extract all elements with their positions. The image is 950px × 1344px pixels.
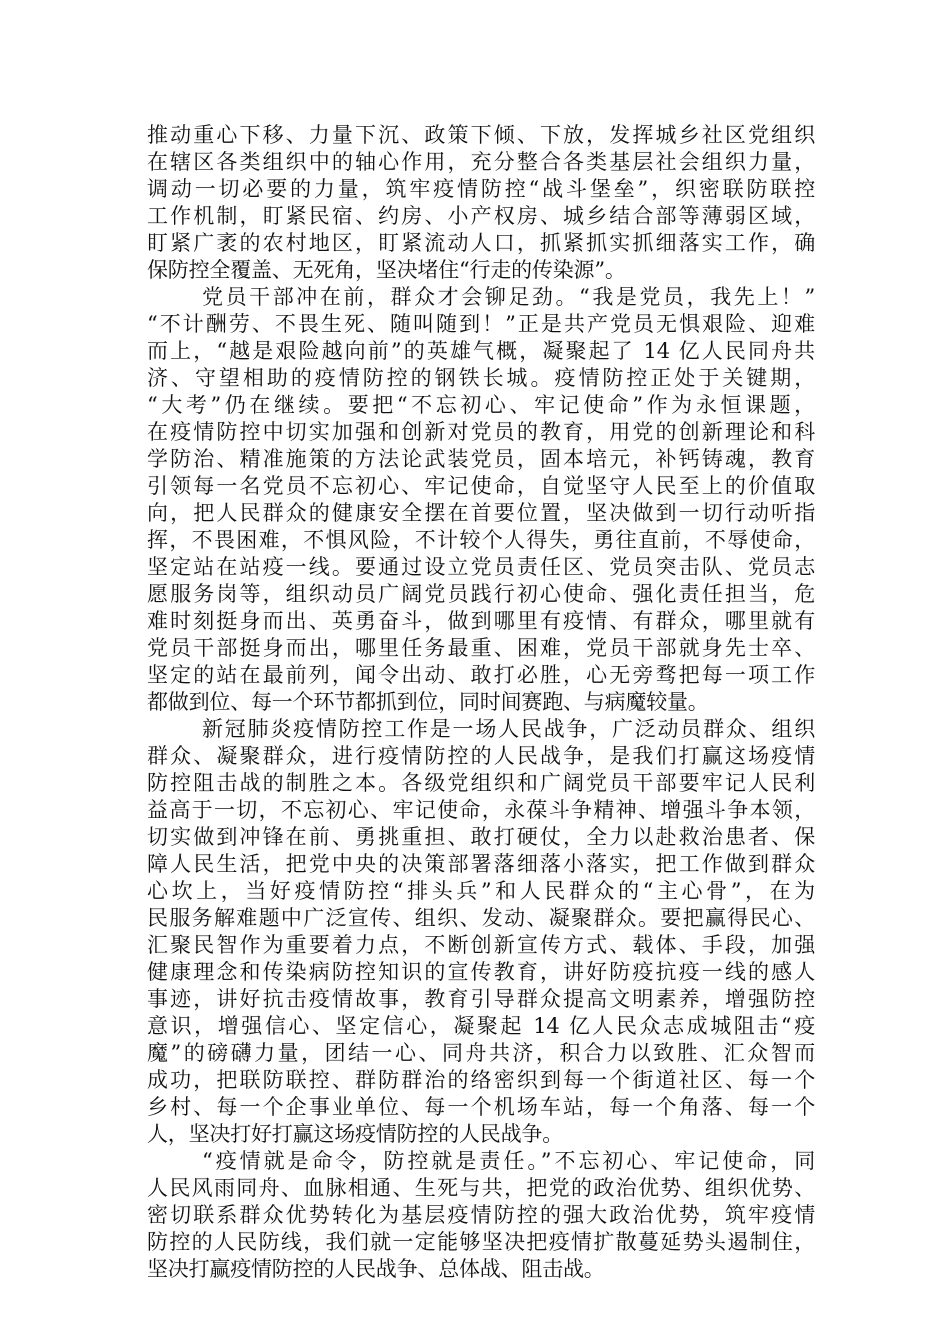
text-line: 障人民生活，把党中央的决策部署落细落小落实，把工作做到群众 [147, 852, 815, 876]
text-line: 益高于一切，不忘初心、牢记使命，永葆斗争精神、增强斗争本领， [147, 798, 815, 822]
document-page [147, 122, 815, 1283]
text-line: 群众、凝聚群众，进行疫情防控的人民战争，是我们打赢这场疫情 [147, 744, 815, 768]
text-line: 新冠肺炎疫情防控工作是一场人民战争，广泛动员群众、组织 [202, 717, 815, 741]
text-line: 防控的人民防线，我们就一定能够坚决把疫情扩散蔓延势头遏制住， [147, 1230, 815, 1254]
text-line: 盯紧广袤的农村地区，盯紧流动人口，抓紧抓实抓细落实工作，确 [147, 231, 815, 255]
text-line: 挥，不畏困难，不惧风险，不计较个人得失，勇往直前，不辱使命， [147, 528, 815, 552]
text-line: 难时刻挺身而出、英勇奋斗，做到哪里有疫情、有群众，哪里就有 [147, 609, 815, 633]
text-line: 引领每一名党员不忘初心、牢记使命，自觉坚守人民至上的价值取 [147, 474, 815, 498]
text-line: “疫情就是命令，防控就是责任。”不忘初心、牢记使命，同 [202, 1149, 815, 1173]
text-line: 坚定站在站疫一线。要通过设立党员责任区、党员突击队、党员志 [147, 555, 815, 579]
text-line: 坚定的站在最前列，闻令出动、敢打必胜，心无旁骛把每一项工作 [147, 663, 815, 687]
text-line: 在辖区各类组织中的轴心作用，充分整合各类基层社会组织力量， [147, 150, 815, 174]
text-line: 学防治、精准施策的方法论武装党员，固本培元，补钙铸魂，教育 [147, 447, 815, 471]
text-line: 乡村、每一个企事业单位、每一个机场车站，每一个角落、每一个 [147, 1095, 815, 1119]
paragraph-4 [147, 1148, 815, 1283]
text-line: 愿服务岗等，组织动员广阔党员践行初心使命、强化责任担当，危 [147, 582, 815, 606]
text-line: 切实做到冲锋在前、勇挑重担、敢打硬仗，全力以赴救治患者、保 [147, 825, 815, 849]
text-line: 推动重心下移、力量下沉、政策下倾、下放，发挥城乡社区党组织 [147, 123, 815, 147]
paragraph-3 [147, 716, 815, 1148]
text-line: “不计酬劳、不畏生死、随叫随到！”正是共产党员无惧艰险、迎难 [147, 312, 815, 336]
text-line: 在疫情防控中切实加强和创新对党员的教育，用党的创新理论和科 [147, 420, 815, 444]
text-line: 坚决打赢疫情防控的人民战争、总体战、阻击战。 [147, 1257, 605, 1281]
text-line: 防控阻击战的制胜之本。各级党组织和广阔党员干部要牢记人民利 [147, 771, 815, 795]
text-line: 心坎上，当好疫情防控“排头兵”和人民群众的“主心骨”，在为 [147, 879, 815, 903]
paragraph-1 [147, 122, 815, 284]
text-line: 党员干部冲在前，群众才会铆足劲。“我是党员，我先上！” [202, 285, 815, 309]
text-line: 保防控全覆盖、无死角，坚决堵住“行走的传染源”。 [147, 258, 626, 282]
text-line: 成功，把联防联控、群防群治的络密织到每一个街道社区、每一个 [147, 1068, 815, 1092]
text-line: 事迹，讲好抗击疫情故事，教育引导群众提高文明素养，增强防控 [147, 987, 815, 1011]
text-line: 魔”的磅礴力量，团结一心、同舟共济，积合力以致胜、汇众智而 [147, 1041, 815, 1065]
text-line: 调动一切必要的力量，筑牢疫情防控“战斗堡垒”，织密联防联控 [147, 177, 815, 201]
text-line: 人，坚决打好打赢这场疫情防控的人民战争。 [147, 1122, 563, 1146]
text-line: 健康理念和传染病防控知识的宣传教育，讲好防疫抗疫一线的感人 [147, 960, 815, 984]
text-line: 都做到位、每一个环节都抓到位，同时间赛跑、与病魔较量。 [147, 690, 709, 714]
text-line: “大考”仍在继续。要把“不忘初心、牢记使命”作为永恒课题， [147, 393, 815, 417]
text-line: 向，把人民群众的健康安全摆在首要位置，坚决做到一切行动听指 [147, 501, 815, 525]
text-line: 工作机制，盯紧民宿、约房、小产权房、城乡结合部等薄弱区域， [147, 204, 815, 228]
paragraph-2 [147, 284, 815, 716]
text-line: 人民风雨同舟、血脉相通、生死与共，把党的政治优势、组织优势、 [147, 1176, 815, 1200]
text-line: 党员干部挺身而出，哪里任务最重、困难，党员干部就身先士卒、 [147, 636, 815, 660]
text-line: 密切联系群众优势转化为基层疫情防控的强大政治优势，筑牢疫情 [147, 1203, 815, 1227]
text-line: 汇聚民智作为重要着力点，不断创新宣传方式、载体、手段，加强 [147, 933, 815, 957]
text-line: 意识，增强信心、坚定信心，凝聚起 14 亿人民众志成城阻击“疫 [147, 1014, 815, 1038]
text-line: 济、守望相助的疫情防控的钢铁长城。疫情防控正处于关键期， [147, 366, 815, 390]
text-line: 而上，“越是艰险越向前”的英雄气概，凝聚起了 14 亿人民同舟共 [147, 339, 815, 363]
text-line: 民服务解难题中广泛宣传、组织、发动、凝聚群众。要把赢得民心、 [147, 906, 815, 930]
